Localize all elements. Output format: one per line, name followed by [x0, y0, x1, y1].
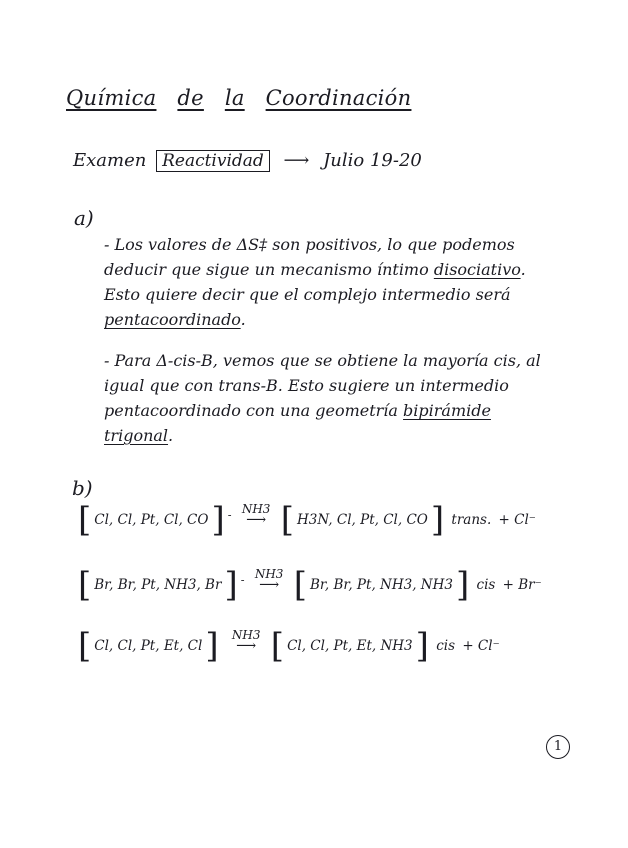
title-word-1: Química [66, 86, 157, 110]
exam-label: Examen [73, 150, 147, 171]
reaction-1-reactant: Cl, Cl, Pt, Cl, CO [94, 512, 209, 528]
para-a1-underline2: pentacoordinado [104, 310, 241, 329]
boxed-topic: Reactividad [156, 150, 270, 172]
para-a1-text1: - Los valores de ΔS‡ son positivos, lo que podemos deducir que sigue un mecanismo íntimo [104, 235, 515, 279]
section-a-label: a) [74, 206, 94, 230]
reaction-2: [ Br, Br, Pt, NH3, Br] - NH3 ⟶ [ Br, Br, Pt, NH3, NH3] cis + Br⁻ [78, 565, 542, 605]
paragraph-a1 [104, 232, 554, 332]
reaction-3-product: Cl, Cl, Pt, Et, NH3 [287, 638, 413, 654]
para-a2-text2: . [168, 426, 174, 445]
page-number: 1 [546, 735, 570, 759]
reaction-3-note: cis [436, 638, 456, 654]
para-a1-text3: . [240, 310, 246, 329]
exam-line [73, 150, 422, 172]
reaction-2-product: Br, Br, Pt, NH3, NH3 [309, 577, 453, 593]
page-title [66, 86, 411, 110]
reaction-1-reagent: NH3 [241, 502, 271, 516]
title-word-2: de [177, 86, 204, 110]
reaction-3-byproduct: + Cl⁻ [462, 638, 500, 654]
reaction-2-note: cis [476, 577, 496, 593]
reaction-2-reactant: Br, Br, Pt, NH3, Br [94, 577, 222, 593]
para-a2-underline1: bipirámide trigonal [104, 401, 491, 445]
reaction-3-reagent: NH3 [231, 628, 261, 642]
arrow: ⟶ [283, 150, 310, 171]
section-b-label: b) [72, 476, 93, 500]
title-word-3: la [224, 86, 245, 110]
reaction-2-reagent: NH3 [254, 567, 284, 581]
para-a2-text1: - Para Δ-cis-B, vemos que se obtiene la mayoría cis, al igual que con trans-B. Esto sugiere un intermedio pentacoordinado con una geometría [104, 351, 541, 420]
para-a1-text2: . Esto quiere decir que el complejo intermedio será [104, 260, 526, 304]
reaction-1-byproduct: + Cl⁻ [498, 512, 536, 528]
reaction-2-byproduct: + Br⁻ [502, 577, 542, 593]
paragraph-a2 [104, 348, 554, 448]
reaction-1-product: H3N, Cl, Pt, Cl, CO [297, 512, 428, 528]
reaction-3-reactant: Cl, Cl, Pt, Et, Cl [94, 638, 203, 654]
reaction-1-note: trans. [451, 512, 492, 528]
reaction-3: [ Cl, Cl, Pt, Et, Cl] NH3 ⟶ [ Cl, Cl, Pt, Et, NH3] cis + Cl⁻ [78, 626, 500, 666]
exam-date: Julio 19-20 [323, 150, 422, 171]
para-a1-underline1: disociativo [433, 260, 521, 279]
title-word-4: Coordinación [265, 86, 412, 110]
reaction-1: [ Cl, Cl, Pt, Cl, CO] - NH3 ⟶ [ H3N, Cl, Pt, Cl, CO] trans. + Cl⁻ [78, 500, 536, 540]
